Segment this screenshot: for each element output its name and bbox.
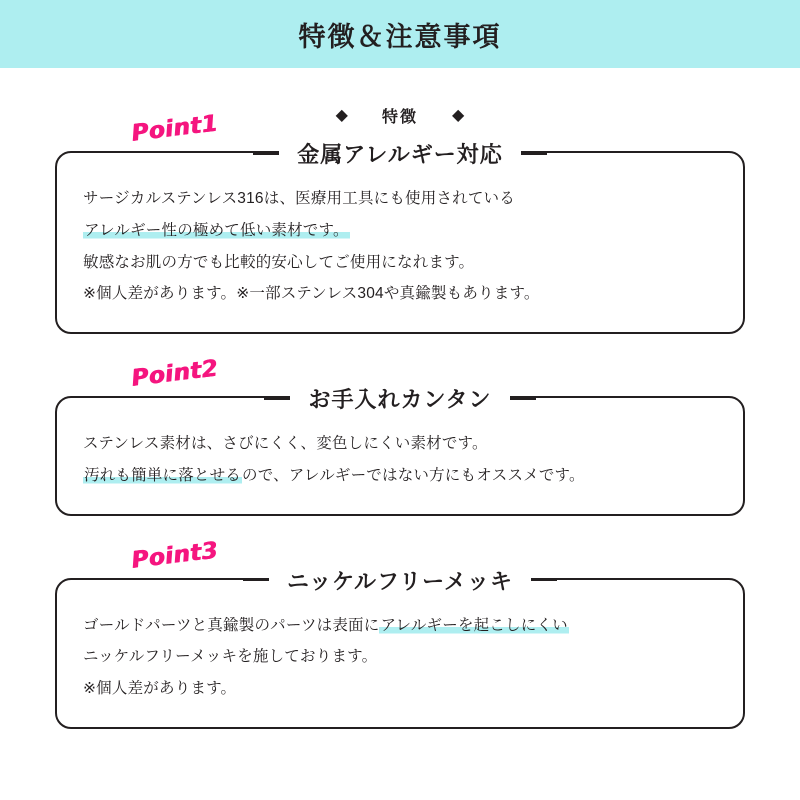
point-body-2 xyxy=(83,428,717,492)
title-rule-right xyxy=(521,152,547,155)
point-card-1 xyxy=(55,142,745,334)
point-block-3 xyxy=(55,537,745,729)
point-body-line xyxy=(83,183,717,215)
highlighted-text-run: アレルギーを起こしにくい xyxy=(380,616,568,634)
title-rule-left xyxy=(253,152,279,155)
point-body-line xyxy=(83,610,717,642)
text-run: ニッケルフリーメッキを施しております。 xyxy=(83,648,378,666)
point-badge-1: Point1 xyxy=(129,110,220,147)
point-card-2 xyxy=(55,387,745,516)
point-body-line xyxy=(83,278,717,310)
point-badge-3: Point3 xyxy=(129,537,220,574)
point-title-wrap-2 xyxy=(57,383,743,414)
point-body-line xyxy=(83,673,717,705)
point-body-line xyxy=(83,641,717,673)
point-badge-2: Point2 xyxy=(129,355,220,393)
text-run: サージカルステンレス316は、医療用工具にも使用されている xyxy=(83,190,515,207)
text-run: ※個人差があります。 xyxy=(83,680,237,698)
point-title-wrap-3 xyxy=(57,565,743,596)
text-run: ゴールドパーツと真鍮製のパーツは表面に xyxy=(83,616,380,634)
point-body-line xyxy=(83,460,717,492)
title-rule-left xyxy=(264,397,290,400)
point-body-line xyxy=(83,215,717,247)
section-heading xyxy=(0,104,800,127)
point-block-2 xyxy=(55,355,745,516)
point-title-3: ニッケルフリーメッキ xyxy=(269,565,531,596)
point-title-1: 金属アレルギー対応 xyxy=(279,138,521,169)
title-rule-left xyxy=(243,579,269,582)
text-run: ステンレス素材は、さびにくく、変色しにくい素材です。 xyxy=(83,435,488,453)
highlighted-text-run: 汚れも簡単に落とせる xyxy=(84,466,242,484)
title-rule-right xyxy=(510,397,536,400)
section-heading-label: 特徴 xyxy=(381,109,418,126)
point-body-line xyxy=(83,247,717,279)
text-run: 敏感なお肌の方でも比較的安心してご使用になれます。 xyxy=(83,253,475,271)
point-body-line xyxy=(83,428,717,460)
diamond-right-icon: ◆ xyxy=(452,106,465,124)
title-rule-right xyxy=(531,579,557,582)
highlighted-text-run: アレルギー性の極めて低い素材です。 xyxy=(84,221,349,239)
page-header xyxy=(0,0,800,68)
page-title: 特徴＆注意事項 xyxy=(298,21,502,52)
point-card-3 xyxy=(55,568,745,729)
point-title-wrap-1 xyxy=(57,138,743,169)
text-run: ので、アレルギーではない方にもオススメです。 xyxy=(242,466,585,484)
diamond-left-icon: ◆ xyxy=(335,106,348,124)
text-run: ※個人差があります。※一部ステンレス304や真鍮製もあります。 xyxy=(83,285,540,303)
point-title-2: お手入れカンタン xyxy=(290,383,509,414)
point-body-1 xyxy=(83,183,717,310)
point-body-3 xyxy=(83,610,717,705)
